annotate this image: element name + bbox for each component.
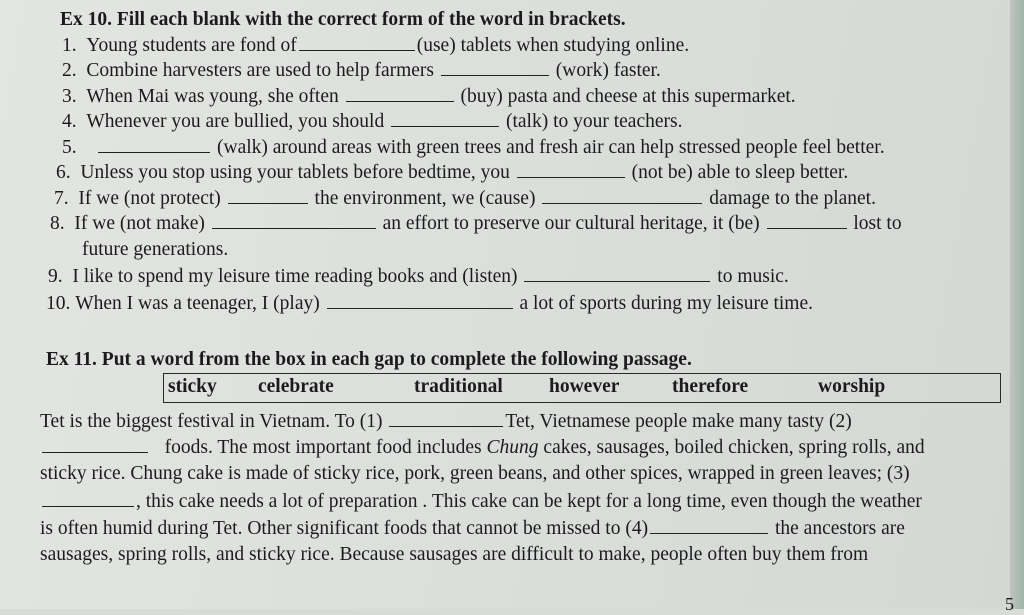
word-box [163, 373, 1001, 403]
item-number: 5. [62, 137, 77, 158]
word-option: therefore [672, 376, 749, 397]
ex10-item-8-cont: future generations. [82, 239, 229, 260]
item-number: 3. [62, 86, 77, 107]
passage-text: Tet is the biggest festival in Vietnam. To (1) [40, 411, 383, 432]
ex11-title: Ex 11. Put a word from the box in each gap to complete the following passage. [46, 349, 692, 370]
passage-line-6: sausages, spring rolls, and sticky rice. Because sausages are difficult to make, people often buy them from [40, 544, 869, 565]
answer-blank[interactable] [517, 160, 625, 178]
answer-blank[interactable] [212, 211, 376, 229]
item-text: to music. [717, 266, 789, 287]
item-text: lost to [853, 213, 902, 234]
item-number: 8. [50, 213, 65, 234]
word-option: sticky [168, 376, 217, 397]
item-number: 7. [54, 188, 69, 209]
page-number: 5 [1005, 594, 1014, 614]
item-number: 4. [62, 111, 77, 132]
item-number: 9. [48, 266, 63, 287]
item-text: damage to the planet. [709, 188, 876, 209]
word-option: celebrate [258, 376, 334, 397]
binder-edge [1010, 0, 1024, 609]
item-text: Unless you stop using your tablets before bedtime, you [80, 162, 510, 183]
item-text: Young students are fond of [86, 35, 297, 56]
answer-blank[interactable] [299, 33, 415, 51]
item-text: I like to spend my leisure time reading books and (listen) [72, 266, 518, 287]
item-text: When Mai was young, she often [86, 86, 339, 107]
passage-text: foods. The most important food includes [164, 437, 482, 458]
item-text: (not be) able to sleep better. [631, 162, 849, 183]
ex10-item-4 [62, 109, 682, 134]
ex10-item-8 [50, 211, 902, 236]
ex10-item-10 [46, 291, 813, 316]
answer-blank[interactable] [327, 291, 513, 309]
ex10-item-9 [48, 264, 789, 289]
ex10-item-7 [54, 186, 876, 211]
answer-blank[interactable] [542, 186, 702, 204]
item-number: 2. [62, 60, 77, 81]
answer-blank[interactable] [391, 109, 499, 127]
answer-blank[interactable] [98, 135, 210, 153]
item-text: the environment, we (cause) [314, 188, 536, 209]
word-option: worship [818, 376, 886, 397]
answer-blank[interactable] [42, 489, 134, 507]
item-number: 1. [62, 35, 77, 56]
passage-text: is often humid during Tet. Other significant foods that cannot be missed to (4) [40, 518, 649, 539]
answer-blank[interactable] [767, 211, 847, 229]
answer-blank[interactable] [650, 516, 768, 534]
item-text: a lot of sports during my leisure time. [519, 293, 814, 314]
ex10-item-3 [62, 84, 796, 109]
item-text: (talk) to your teachers. [505, 111, 683, 132]
item-text: (walk) around areas with green trees and fresh air can help stressed people feel better. [217, 137, 885, 158]
item-text: If we (not protect) [78, 188, 221, 209]
passage-line-3: sticky rice. Chung cake is made of sticky rice, pork, green beans, and other spices, wrapped in green leaves; (3) [40, 463, 910, 484]
passage-line-4 [40, 489, 922, 514]
ex10-item-1 [62, 33, 689, 58]
ex10-item-2 [62, 58, 661, 83]
ex10-title: Ex 10. Fill each blank with the correct form of the word in brackets. [60, 9, 626, 30]
item-text: an effort to preserve our cultural heritage, it (be) [382, 213, 760, 234]
answer-blank[interactable] [42, 435, 148, 453]
passage-line-2 [40, 435, 925, 460]
item-text: When I was a teenager, I (play) [75, 293, 320, 314]
answer-blank[interactable] [441, 58, 549, 76]
item-text: Whenever you are bullied, you should [86, 111, 385, 132]
item-text: (work) faster. [555, 60, 661, 81]
item-text: (use) tablets when studying online. [416, 35, 690, 56]
item-text: (buy) pasta and cheese at this supermarket. [460, 86, 796, 107]
word-option: however [549, 376, 620, 397]
passage-text: the ancestors are [774, 518, 905, 539]
passage-text: Tet, Vietnamese people make many tasty (2) [505, 411, 852, 432]
item-number: 6. [56, 162, 71, 183]
word-option: traditional [414, 376, 503, 397]
ex10-item-6 [56, 160, 848, 185]
passage-text: cakes, sausages, boiled chicken, spring rolls, and [543, 437, 925, 458]
passage-line-5 [40, 516, 905, 541]
passage-italic: Chung [486, 437, 539, 458]
answer-blank[interactable] [389, 409, 503, 427]
item-number: 10. [46, 293, 71, 314]
item-text: Combine harvesters are used to help farmers [86, 60, 435, 81]
answer-blank[interactable] [346, 84, 454, 102]
passage-text: , this cake needs a lot of preparation . This cake can be kept for a long time, even though the weather [136, 491, 922, 512]
passage-line-1 [40, 409, 852, 434]
answer-blank[interactable] [524, 264, 710, 282]
answer-blank[interactable] [228, 186, 308, 204]
ex10-item-5 [62, 135, 885, 160]
item-text: If we (not make) [74, 213, 205, 234]
